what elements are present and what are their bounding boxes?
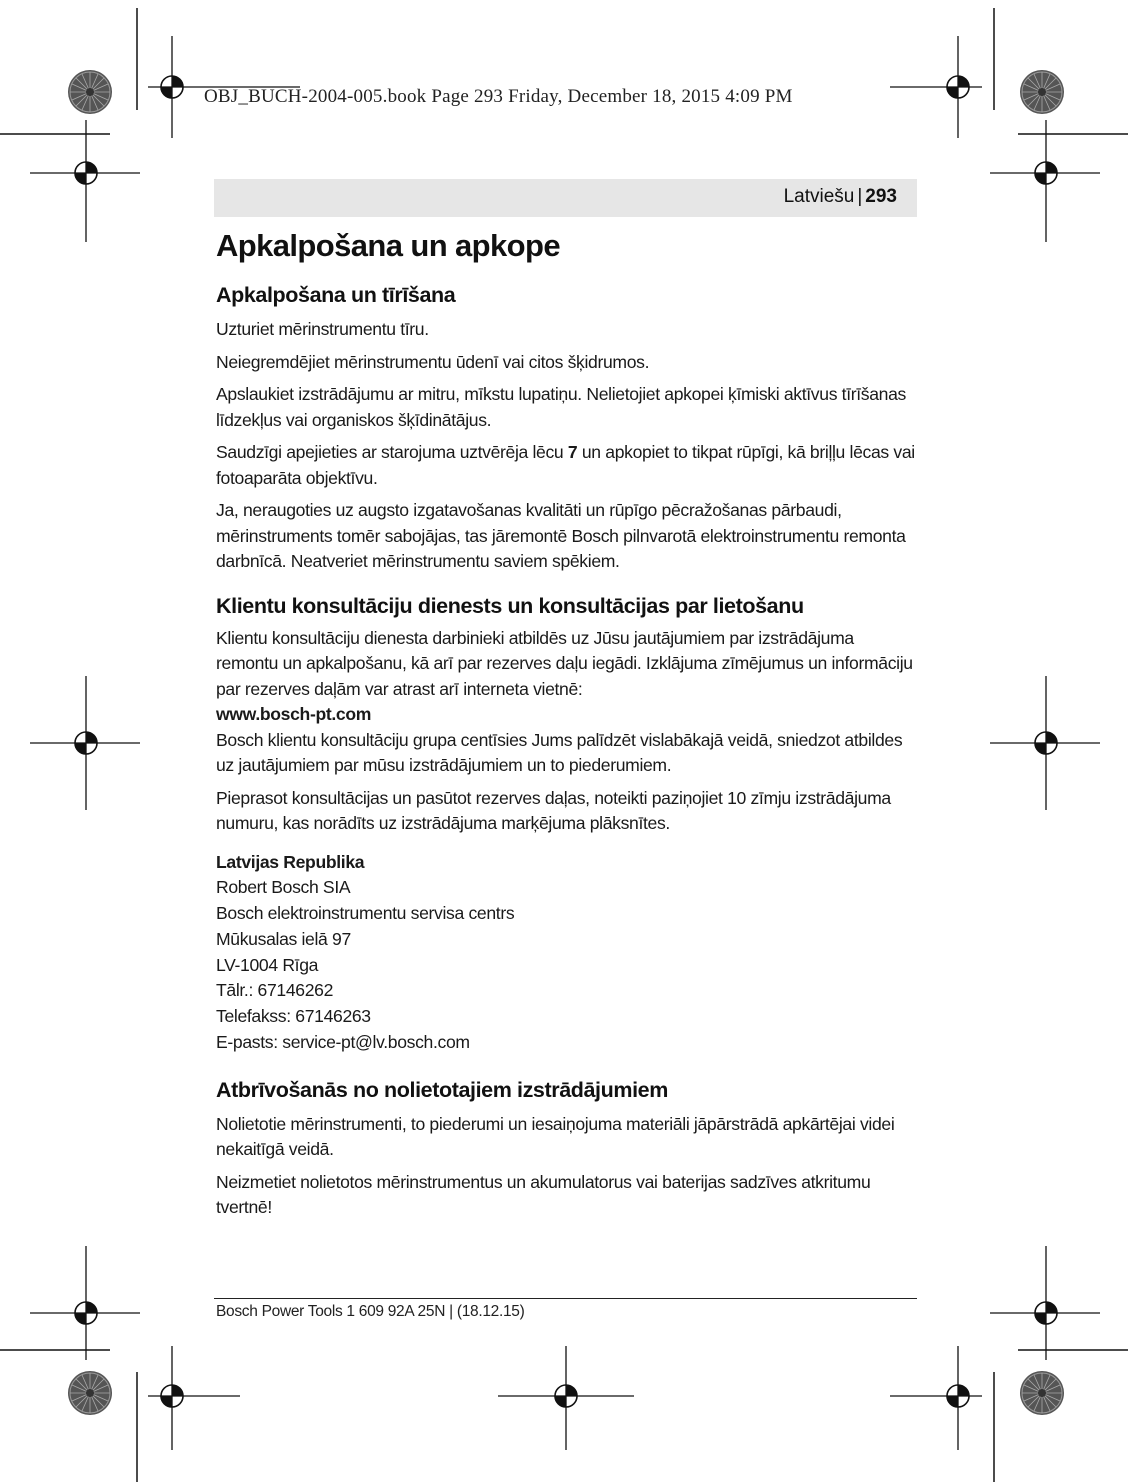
paragraph [216, 440, 916, 491]
page-header [214, 179, 917, 217]
page-footer: Bosch Power Tools 1 609 92A 25N | (18.12.15) [216, 1303, 525, 1320]
address-phone: Tālr.: 67146262 [216, 980, 334, 1001]
section-care [216, 281, 916, 575]
section-heading: Atbrīvošanās no nolietotajiem izstrādājumiem [216, 1077, 668, 1102]
address-center: Bosch elektroinstrumentu servisa centrs [216, 903, 515, 924]
address-company: Robert Bosch SIA [216, 877, 351, 898]
section-service [216, 592, 916, 837]
address-email[interactable]: E-pasts: service-pt@lv.bosch.com [216, 1032, 470, 1053]
website-link[interactable]: www.bosch-pt.com [216, 704, 372, 724]
section-heading: Apkalpošana un tīrīšana [216, 283, 456, 307]
address-city: LV-1004 Rīga [216, 954, 319, 975]
address-fax: Telefakss: 67146263 [216, 1006, 371, 1027]
page-content [216, 226, 916, 1221]
section-disposal [216, 1076, 916, 1221]
paragraph: Bosch klientu konsultāciju grupa centīsies Jums palīdzēt vislabākajā veidā, sniedzot atbildes uz jautājumiem par mūsu izstrādājumiem un to piederumiem. [216, 729, 903, 775]
header-separator: | [857, 186, 863, 207]
paragraph: Apslaukiet izstrādājumu ar mitru, mīkstu lupatiņu. Nelietojiet apkopei ķīmiski aktīvus tīrīšanas līdzekļus vai organiskos šķīdinātājus. [216, 384, 906, 430]
page-number: 293 [865, 186, 897, 207]
print-slug: OBJ_BUCH-2004-005.book Page 293 Friday, December 18, 2015 4:09 PM [204, 86, 793, 107]
footer-rule [214, 1298, 917, 1299]
page-title: Apkalpošana un apkope [216, 228, 560, 263]
paragraph: Nolietotie mērinstrumenti, to piederumi un iesaiņojuma materiāli jāpārstrādā apkārtējai videi nekaitīgā veidā. [216, 1113, 895, 1160]
paragraph: Pieprasot konsultācijas un pasūtot rezerves daļas, noteikti paziņojiet 10 zīmju izstrādājuma numuru, kas norādīts uz izstrādājuma marķējuma plāksnītes. [216, 787, 891, 833]
header-text [784, 186, 897, 208]
part-reference: 7 [567, 442, 578, 462]
address-street: Mūkusalas ielā 97 [216, 928, 351, 949]
paragraph: Neizmetiet nolietotos mērinstrumentus un akumulatorus vai baterijas sadzīves atkritumu tvertnē! [216, 1171, 871, 1218]
section-heading: Klientu konsultāciju dienests un konsultācijas par lietošanu [216, 593, 804, 618]
text-span: un apkopiet to tikpat rūpīgi, kā briļļu lēcas vai fotoaparāta objektīvu. [216, 442, 915, 488]
paragraph: Ja, neraugoties uz augsto izgatavošanas kvalitāti un rūpīgo pēcražošanas pārbaudi, mērinstruments tomēr sabojājas, tas jāremontē Bosch pilnvarotā elektroinstrumentu remonta darbnīcā. Neatveriet mērinstrumentu saviem spēkiem. [216, 500, 906, 571]
address-country: Latvijas Republika [216, 851, 365, 872]
service-address [216, 850, 916, 1056]
paragraph: Neiegremdējiet mērinstrumentu ūdenī vai citos šķidrumos. [216, 351, 650, 372]
text-span: Saudzīgi apejieties ar starojuma uztvērēja lēcu [216, 442, 568, 462]
paragraph: Klientu konsultāciju dienesta darbinieki atbildēs uz Jūsu jautājumiem par izstrādājuma remontu un apkalpošanu, kā arī par rezerves daļu iegādi. Izklājuma zīmējumus un informāciju par rezerves daļām var atrast arī interneta vietnē: [216, 627, 913, 699]
header-language: Latviešu [783, 186, 855, 207]
paragraph: Uzturiet mērinstrumentu tīru. [216, 319, 429, 339]
